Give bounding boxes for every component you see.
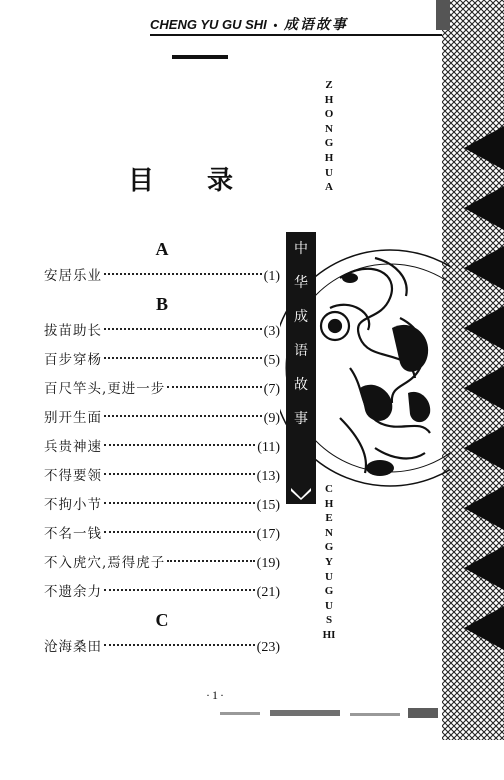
toc-entry[interactable] xyxy=(44,491,280,520)
section-letter: C xyxy=(155,610,169,630)
dot-leader xyxy=(104,502,255,504)
toc-entry-page: (15) xyxy=(256,498,280,513)
toc-entry[interactable] xyxy=(44,520,280,549)
scan-noise-decoration xyxy=(210,704,440,724)
toc-title: 目 录 xyxy=(128,166,256,196)
toc-entry[interactable] xyxy=(44,262,280,291)
toc-entry-page: (1) xyxy=(263,269,280,284)
toc-entry-title: 不名一钱 xyxy=(44,526,102,542)
header-bullet: • xyxy=(273,20,278,32)
toc-entry-title: 百步穿杨 xyxy=(44,352,102,368)
dot-leader xyxy=(104,415,262,417)
toc-entry[interactable] xyxy=(44,346,280,375)
dot-leader xyxy=(167,386,261,388)
toc-entry-title: 不遗余力 xyxy=(44,584,102,600)
toc-entry-title: 沧海桑田 xyxy=(44,639,102,655)
section-letter: B xyxy=(155,294,168,314)
tab-char: 语 xyxy=(294,343,308,359)
page-number: ·1· xyxy=(206,688,226,702)
header-chinese: 成语故事 xyxy=(283,17,348,33)
header-accent-bar xyxy=(172,55,228,59)
toc-entry[interactable] xyxy=(44,462,280,491)
toc-entry-page: (3) xyxy=(263,324,280,339)
toc-entry-page: (5) xyxy=(263,353,280,368)
dot-leader xyxy=(104,328,262,330)
toc-entry-title: 不拘小节 xyxy=(44,497,102,513)
section-letter: A xyxy=(155,239,169,259)
tab-char: 中 xyxy=(294,241,308,257)
toc-entry-page: (9) xyxy=(263,411,280,426)
toc-entry-title: 兵贵神速 xyxy=(44,439,102,455)
toc-entry-page: (17) xyxy=(256,527,280,542)
toc-entry-page: (13) xyxy=(256,469,280,484)
dot-leader xyxy=(104,444,255,446)
tab-char: 故 xyxy=(294,377,308,393)
toc-entry-title: 别开生面 xyxy=(44,410,102,426)
toc-entry[interactable] xyxy=(44,317,280,346)
dot-leader xyxy=(104,589,255,591)
running-header xyxy=(150,14,440,34)
header-pinyin: CHENG YU GU SHI xyxy=(150,17,267,32)
toc-entry-title: 安居乐业 xyxy=(44,268,102,284)
dot-leader xyxy=(104,531,255,533)
toc-entry-page: (21) xyxy=(256,585,280,600)
toc-entry[interactable] xyxy=(44,375,280,404)
toc-entry[interactable] xyxy=(44,404,280,433)
toc-entry-page: (7) xyxy=(263,382,280,397)
dot-leader xyxy=(104,644,255,646)
toc-entry-page: (19) xyxy=(256,556,280,571)
toc-entry[interactable] xyxy=(44,549,280,578)
toc-entry-page: (11) xyxy=(257,440,280,455)
tab-char: 成 xyxy=(294,309,308,325)
dot-leader xyxy=(104,473,255,475)
vertical-text-zhonghua: ZHONGHUA xyxy=(324,79,334,194)
dot-leader xyxy=(167,560,254,562)
toc-entry[interactable] xyxy=(44,633,280,662)
series-title-tab xyxy=(286,232,316,504)
toc-entry-title: 拔苗助长 xyxy=(44,323,102,339)
tab-char: 华 xyxy=(294,275,308,291)
chevron-down-icon xyxy=(291,488,311,500)
dot-leader xyxy=(104,357,262,359)
tab-char: 事 xyxy=(294,411,308,427)
toc-entry-page: (23) xyxy=(256,640,280,655)
dot-leader xyxy=(104,273,262,275)
toc-entry-title: 百尺竿头,更进一步 xyxy=(44,381,166,397)
toc-entry[interactable] xyxy=(44,578,280,607)
toc-entry[interactable] xyxy=(44,433,280,462)
vertical-text-chengyugushi: CHENGYUGUSHI xyxy=(322,483,336,641)
table-of-contents xyxy=(44,236,280,662)
toc-entry-title: 不得要领 xyxy=(44,468,102,484)
header-rule xyxy=(150,34,442,36)
toc-entry-title: 不入虎穴,焉得虎子 xyxy=(44,555,166,571)
